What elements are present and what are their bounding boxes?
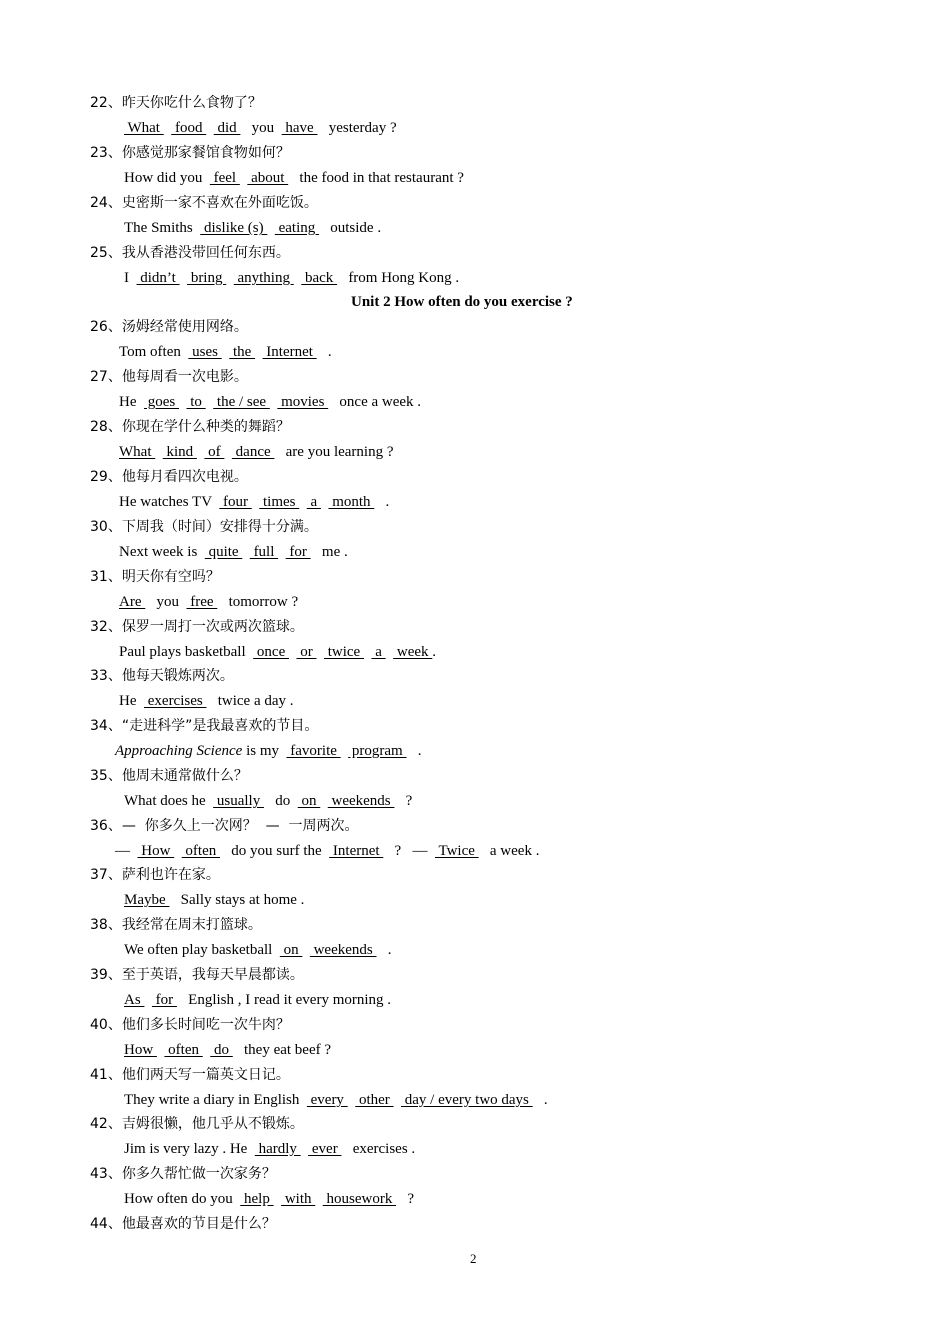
answer-line-40 <box>124 1041 331 1059</box>
sentence-text: Paul plays basketball <box>119 644 254 660</box>
program-title: Approaching Science <box>115 743 243 759</box>
sentence-text <box>179 394 187 410</box>
answer-blank: program <box>348 743 407 759</box>
answer-line-22 <box>124 119 397 137</box>
sentence-text <box>155 444 163 460</box>
question-cn-44: 44、他最喜欢的节目是什么？ <box>90 1216 276 1232</box>
sentence-text: once a week . <box>328 394 422 410</box>
answer-blank: didn’t <box>136 270 180 286</box>
answer-blank: Internet <box>329 843 384 859</box>
answer-blank: or <box>296 644 317 660</box>
sentence-text <box>144 992 152 1008</box>
answer-line-26 <box>119 343 332 361</box>
answer-blank: the / see <box>213 394 270 410</box>
answer-blank: for <box>151 992 177 1008</box>
answer-blank: hardly <box>254 1141 301 1157</box>
answer-line-34 <box>115 742 421 760</box>
answer-blank: How <box>137 843 175 859</box>
answer-blank: a <box>306 494 321 510</box>
answer-blank: goes <box>144 394 179 410</box>
question-cn-41: 41、他们两天写一篇英文日记。 <box>90 1067 290 1083</box>
answer-blank: Are <box>119 594 146 610</box>
answer-blank: day / every two days <box>401 1092 533 1108</box>
answer-blank: quite <box>204 544 243 560</box>
sentence-text: How often do you <box>124 1191 241 1207</box>
sentence-text: exercises . <box>341 1141 416 1157</box>
sentence-text: Sally stays at home . <box>169 892 305 908</box>
sentence-text: do you surf the <box>220 843 330 859</box>
answer-blank: every <box>306 1092 348 1108</box>
sentence-text <box>226 270 234 286</box>
question-cn-39: 39、至于英语，我每天早晨都读。 <box>90 967 304 983</box>
sentence-text <box>174 843 182 859</box>
question-cn-36: 36、— 你多久上一次网？ — 一周两次。 <box>90 818 359 834</box>
sentence-text: is my <box>242 743 287 759</box>
sentence-text: you <box>240 120 282 136</box>
answer-blank: exercises <box>144 693 207 709</box>
sentence-text: He <box>119 394 144 410</box>
sentence-text: you <box>145 594 187 610</box>
question-cn-27: 27、他每周看一次电影。 <box>90 369 248 385</box>
answer-blank: a <box>371 644 386 660</box>
sentence-text <box>242 544 250 560</box>
answer-blank: weekends <box>327 793 395 809</box>
answer-blank: favorite <box>286 743 341 759</box>
answer-line-39 <box>124 991 391 1009</box>
question-cn-37: 37、萨利也许在家。 <box>90 867 220 883</box>
answer-line-29 <box>119 493 389 511</box>
answer-blank: of <box>204 444 225 460</box>
answer-blank: to <box>186 394 206 410</box>
answer-line-27 <box>119 393 421 411</box>
answer-blank: As <box>124 992 145 1008</box>
answer-blank: on <box>297 793 321 809</box>
answer-blank: What <box>124 120 164 136</box>
answer-blank: times <box>259 494 300 510</box>
question-cn-33: 33、他每天锻炼两次。 <box>90 668 234 684</box>
answer-blank: kind <box>162 444 197 460</box>
answer-line-43 <box>124 1190 414 1208</box>
sentence-text: twice a day . <box>206 693 294 709</box>
answer-blank: the <box>229 344 256 360</box>
sentence-text: English , I read it every morning . <box>176 992 392 1008</box>
question-cn-35: 35、他周末通常做什么？ <box>90 768 248 784</box>
unit-heading: Unit 2 How often do you exercise ? <box>351 294 573 310</box>
question-cn-26: 26、汤姆经常使用网络。 <box>90 319 248 335</box>
answer-blank: month <box>328 494 375 510</box>
answer-blank: feel <box>209 170 240 186</box>
sentence-text <box>278 544 286 560</box>
answer-line-28 <box>119 443 394 461</box>
answer-blank: How <box>124 1042 157 1058</box>
question-cn-25: 25、我从香港没带回任何东西。 <box>90 245 290 261</box>
question-cn-42: 42、吉姆很懒，他几乎从不锻炼。 <box>90 1116 304 1132</box>
sentence-text: the food in that restaurant ? <box>288 170 464 186</box>
question-cn-22: 22、昨天你吃什么食物了？ <box>90 95 262 111</box>
sentence-text: . <box>532 1092 548 1108</box>
sentence-text: . <box>376 942 392 958</box>
answer-line-41 <box>124 1091 548 1109</box>
answer-blank: week <box>393 644 433 660</box>
sentence-text: a week . <box>478 843 540 859</box>
question-cn-38: 38、我经常在周末打篮球。 <box>90 917 262 933</box>
sentence-text: yesterday ? <box>317 120 397 136</box>
sentence-text <box>299 494 307 510</box>
question-cn-23: 23、你感觉那家餐馆食物如何？ <box>90 145 290 161</box>
answer-line-36 <box>115 842 539 860</box>
sentence-text: tomorrow ? <box>217 594 299 610</box>
question-cn-28: 28、你现在学什么种类的舞蹈？ <box>90 419 290 435</box>
sentence-text <box>206 120 214 136</box>
sentence-text: We often play basketball <box>124 942 280 958</box>
answer-blank: dislike (s) <box>200 220 268 236</box>
answer-blank: about <box>247 170 289 186</box>
answer-blank: once <box>253 644 289 660</box>
answer-blank: back <box>301 270 338 286</box>
sentence-text: — <box>115 843 138 859</box>
sentence-text: Jim is very lazy . He <box>124 1141 255 1157</box>
answer-line-24 <box>124 219 381 237</box>
answer-blank: free <box>186 594 218 610</box>
answer-blank: weekends <box>309 942 377 958</box>
answer-blank: with <box>281 1191 316 1207</box>
page-number: 2 <box>470 1251 477 1266</box>
answer-blank: dance <box>231 444 275 460</box>
answer-blank: uses <box>188 344 222 360</box>
sentence-text: they eat beef ? <box>232 1042 332 1058</box>
sentence-text: . <box>316 344 332 360</box>
answer-line-35 <box>124 792 412 810</box>
question-cn-30: 30、下周我（时间）安排得十分满。 <box>90 519 318 535</box>
answer-blank: anything <box>233 270 294 286</box>
answer-line-25 <box>124 269 459 287</box>
sentence-text <box>320 793 328 809</box>
question-cn-40: 40、他们多长时间吃一次牛肉？ <box>90 1017 290 1033</box>
sentence-text: He watches TV <box>119 494 220 510</box>
answer-line-32 <box>119 643 436 661</box>
sentence-text: What does he <box>124 793 214 809</box>
answer-blank: often <box>181 843 220 859</box>
answer-blank: Twice <box>434 843 479 859</box>
sentence-text <box>267 220 275 236</box>
sentence-text <box>255 344 263 360</box>
answer-blank: four <box>219 494 252 510</box>
sentence-text: . <box>406 743 422 759</box>
sentence-text: . <box>374 494 390 510</box>
answer-blank: full <box>249 544 279 560</box>
sentence-text: . <box>432 644 437 660</box>
answer-blank: other <box>355 1092 394 1108</box>
answer-blank: Maybe <box>124 892 170 908</box>
answer-blank: did <box>213 120 241 136</box>
sentence-text: me . <box>310 544 348 560</box>
answer-blank: on <box>279 942 303 958</box>
sentence-text: How did you <box>124 170 210 186</box>
sentence-text: are you learning ? <box>274 444 394 460</box>
answer-blank: housework <box>322 1191 397 1207</box>
answer-blank: Internet <box>262 344 317 360</box>
answer-blank: twice <box>323 644 364 660</box>
question-cn-31: 31、明天你有空吗？ <box>90 569 220 585</box>
sentence-text: He <box>119 693 144 709</box>
answer-blank: bring <box>187 270 227 286</box>
answer-blank: have <box>281 120 318 136</box>
sentence-text: from Hong Kong . <box>337 270 460 286</box>
sentence-text <box>180 270 188 286</box>
sentence-text: ? — <box>383 843 435 859</box>
answer-line-31 <box>119 593 298 611</box>
sentence-text <box>302 942 310 958</box>
question-cn-32: 32、保罗一周打一次或两次篮球。 <box>90 619 304 635</box>
sentence-text: The Smiths <box>124 220 201 236</box>
sentence-text <box>224 444 232 460</box>
question-cn-24: 24、史密斯一家不喜欢在外面吃饭。 <box>90 195 318 211</box>
question-cn-29: 29、他每月看四次电视。 <box>90 469 248 485</box>
answer-blank: usually <box>213 793 264 809</box>
sentence-text: Next week is <box>119 544 205 560</box>
sentence-text: Tom often <box>119 344 189 360</box>
answer-blank: help <box>240 1191 274 1207</box>
answer-line-23 <box>124 169 464 187</box>
answer-line-30 <box>119 543 348 561</box>
sentence-text <box>394 1092 402 1108</box>
sentence-text: outside . <box>319 220 382 236</box>
answer-line-33 <box>119 692 294 710</box>
question-cn-43: 43、你多久帮忙做一次家务？ <box>90 1166 276 1182</box>
answer-line-42 <box>124 1140 415 1158</box>
answer-line-38 <box>124 941 391 959</box>
sentence-text <box>274 1191 282 1207</box>
answer-blank: movies <box>277 394 329 410</box>
answer-blank: What <box>119 444 156 460</box>
answer-line-37 <box>124 891 304 909</box>
answer-blank: for <box>285 544 311 560</box>
sentence-text <box>316 644 324 660</box>
sentence-text: ? <box>396 1191 414 1207</box>
sentence-text: ? <box>394 793 413 809</box>
answer-blank: often <box>164 1042 203 1058</box>
sentence-text: I <box>124 270 137 286</box>
answer-blank: food <box>171 120 207 136</box>
sentence-text: do <box>263 793 298 809</box>
sentence-text: They write a diary in English <box>124 1092 307 1108</box>
answer-blank: eating <box>274 220 319 236</box>
question-cn-34: 34、“走进科学”是我最喜欢的节目。 <box>90 718 319 734</box>
sentence-text <box>315 1191 323 1207</box>
answer-blank: ever <box>308 1141 342 1157</box>
answer-blank: do <box>210 1042 233 1058</box>
